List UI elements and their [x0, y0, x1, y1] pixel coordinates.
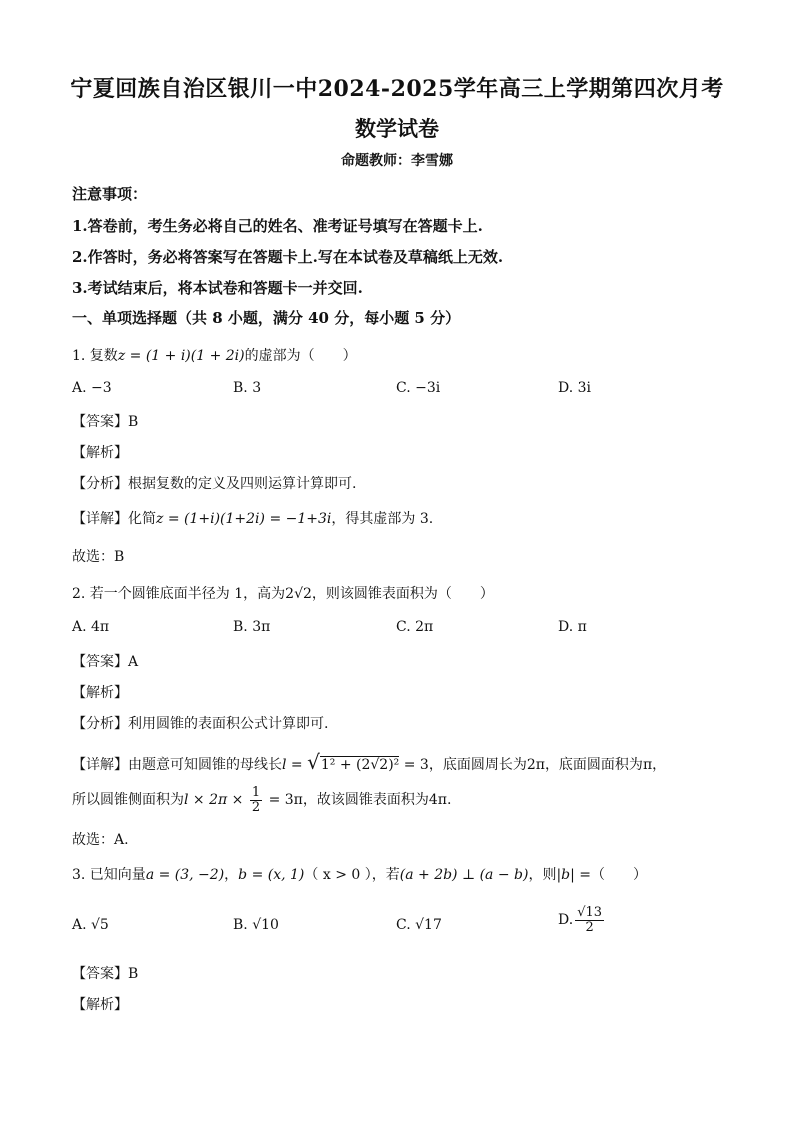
q2-detail-circ: 2π [526, 757, 545, 773]
q3-answer-value: B [128, 966, 139, 982]
section-heading: 一、单项选择题（共 8 小题，满分 40 分，每小题 5 分） [72, 309, 461, 327]
q2-answer [72, 651, 138, 671]
q2-option-c: C. 2π [396, 619, 434, 635]
notice-item-2: 2.作答时，务必将答案写在答题卡上.写在本试卷及草稿纸上无效. [72, 248, 504, 266]
fraction-denominator: 2 [251, 799, 261, 815]
q2-detail-radicand: 1² + (2√2)² [320, 757, 400, 773]
q1-option-a: A. −3 [72, 380, 112, 396]
q3-perp: (a + 2b) ⊥ (a − b) [399, 867, 529, 883]
q1-option-d: D. 3i [558, 380, 592, 396]
fraction-numerator: √13 [577, 905, 603, 920]
page-title: 宁夏回族自治区银川一中2024-2025学年高三上学期第四次月考 [70, 76, 724, 102]
q1-suffix: 的虚部为（ ） [244, 348, 357, 364]
fraction-numerator: 1 [251, 785, 261, 800]
q2-line2-prefix: 所以圆锥侧面积为 [72, 792, 184, 809]
q3-mid: ，若 [371, 867, 400, 883]
q2-detail-mid: ，底面圆周长为 [428, 757, 527, 773]
q2-line2-expr-b: = 3π [264, 792, 303, 809]
q2-option-d: D. π [558, 619, 587, 635]
q3-mid2: ，则 [528, 867, 557, 883]
q2-detail-mid2: ，底面圆面积为 [544, 757, 643, 773]
q1-option-b: B. 3 [233, 380, 262, 396]
q2-option-a: A. 4π [72, 619, 110, 635]
q3-vector-b: b = (x, 1) [238, 867, 305, 883]
q3-jiexi: 【解析】 [72, 997, 128, 1013]
q1-conclusion: 故选：B [72, 549, 125, 565]
question-3 [72, 864, 647, 884]
q3-option-d [558, 906, 606, 934]
page-subtitle: 数学试卷 [355, 116, 439, 141]
q3-cond: （ x > 0 ） [304, 867, 372, 883]
analysis-label: 【分析】 [72, 476, 128, 492]
q2-height: 2√2 [285, 586, 312, 602]
q1-answer-value: B [128, 414, 139, 430]
q2-answer-value: A [128, 654, 139, 670]
author-line: 命题教师：李雪娜 [341, 153, 453, 169]
question-1 [72, 345, 357, 365]
q1-detail-prefix: 化简 [128, 511, 156, 527]
q2-analysis [72, 713, 328, 733]
notice-item-1: 1.答卷前，考生务必将自己的姓名、准考证号填写在答题卡上. [72, 217, 483, 235]
detail-label: 【详解】 [72, 757, 128, 773]
q2-prefix: 2. 若一个圆锥底面半径为 1，高为 [72, 586, 286, 602]
q2-line2-mid: ，故该圆锥表面积为 [302, 792, 429, 809]
q3-sep: ， [224, 867, 239, 883]
q1-expr: z = (1 + i)(1 + 2i) [117, 348, 245, 364]
q2-detail-line2 [72, 786, 451, 814]
q2-conclusion: 故选：A. [72, 832, 129, 848]
q3-suffix: =（ ） [574, 867, 648, 883]
q1-detail [72, 508, 433, 528]
answer-label: 【答案】 [72, 654, 128, 670]
q2-detail-area: π [642, 757, 653, 773]
notice-item-3: 3.考试结束后，将本试卷和答题卡一并交回. [72, 279, 363, 297]
q2-detail-end: ， [652, 757, 667, 773]
q2-detail-result: = 3 [399, 757, 429, 773]
q2-detail [72, 750, 666, 774]
q1-option-c: C. −3i [396, 380, 441, 396]
q2-detail-l: l = [282, 757, 308, 773]
q1-detail-expr: z = (1+i)(1+2i) = −1+3i [156, 511, 332, 527]
q2-suffix: ，则该圆锥表面积为（ ） [311, 586, 494, 602]
q1-detail-suffix: ，得其虚部为 3. [331, 511, 434, 527]
q2-line2-end: . [447, 792, 452, 809]
q3-answer [72, 963, 138, 983]
q1-answer [72, 411, 138, 431]
q2-line2-expr-a: l × 2π × [184, 792, 248, 809]
answer-label: 【答案】 [72, 414, 128, 430]
q2-detail-prefix: 由题意可知圆锥的母线长 [128, 757, 282, 773]
q2-line2-total: 4π [428, 792, 447, 809]
analysis-label: 【分析】 [72, 716, 128, 732]
q1-analysis-text: 根据复数的定义及四则运算计算即可. [128, 476, 357, 492]
q1-jiexi: 【解析】 [72, 445, 128, 461]
q3-option-d-label: D. [558, 912, 574, 929]
answer-label: 【答案】 [72, 966, 128, 982]
fraction-denominator: 2 [585, 919, 594, 935]
one-half-fraction [250, 786, 262, 814]
q3-option-b: B. √10 [233, 917, 279, 933]
q3-abs: |b| [556, 867, 575, 883]
q2-jiexi: 【解析】 [72, 685, 128, 701]
q2-option-b: B. 3π [233, 619, 271, 635]
q3-vector-a: a = (3, −2) [145, 867, 225, 883]
notice-heading: 注意事项： [72, 185, 148, 203]
q3-option-d-fraction [575, 906, 604, 934]
detail-label: 【详解】 [72, 511, 128, 527]
q1-analysis [72, 473, 356, 493]
q3-option-c: C. √17 [396, 917, 442, 933]
q1-prefix: 1. 复数 [72, 348, 118, 364]
q3-option-a: A. √5 [72, 917, 109, 933]
q2-analysis-text: 利用圆锥的表面积公式计算即可. [128, 716, 329, 732]
sqrt-sign: √ [307, 750, 320, 774]
q3-prefix: 3. 已知向量 [72, 867, 146, 883]
question-2 [72, 583, 494, 603]
